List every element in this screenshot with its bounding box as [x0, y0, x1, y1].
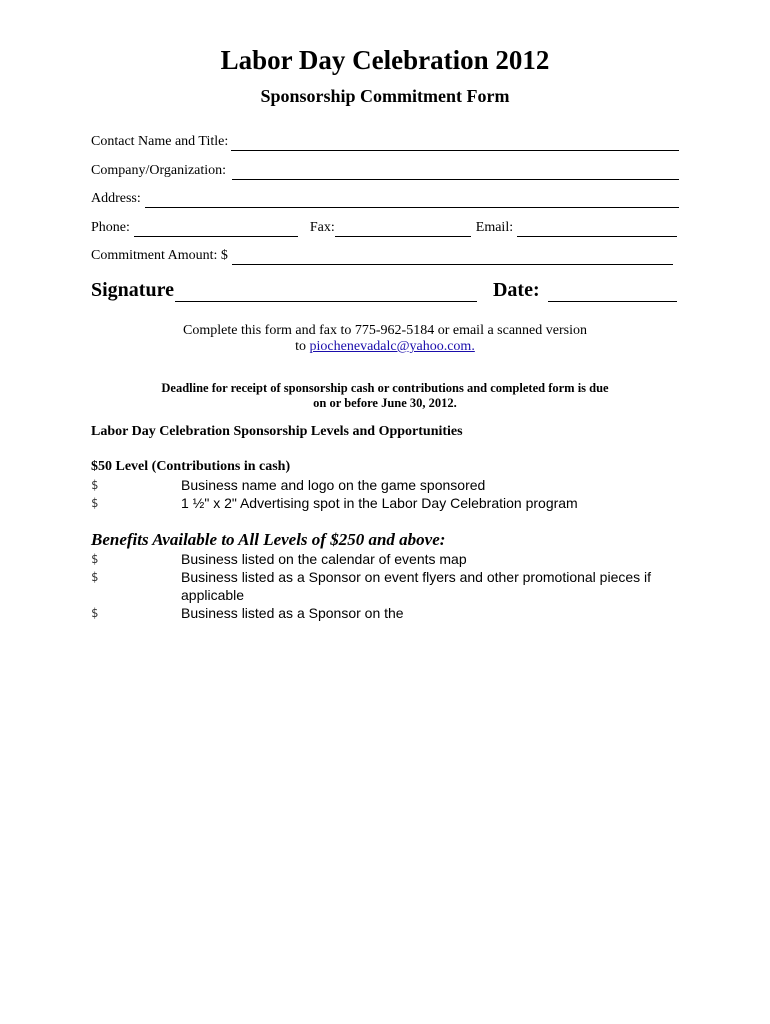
phone-input-line[interactable] — [134, 223, 298, 237]
list-item — [91, 604, 691, 622]
list-item-text: Business name and logo on the game sponsored — [181, 477, 486, 493]
benefits-heading: Benefits Available to All Levels of $250 and above: — [91, 530, 446, 549]
deadline-notice — [60, 381, 710, 411]
level50-list — [91, 476, 691, 512]
list-item — [91, 476, 691, 494]
contact-input-line[interactable] — [231, 137, 679, 151]
list-item-text: Business listed on the calendar of events map — [181, 551, 467, 567]
benefits-list — [91, 550, 691, 622]
bullet-mark: $ — [91, 552, 99, 566]
contact-label: Contact Name and Title: — [91, 134, 229, 149]
instructions-prefix: to — [295, 339, 310, 354]
date-input-line[interactable] — [548, 281, 677, 302]
list-item — [91, 568, 691, 604]
list-item-text: 1 ½" x 2" Advertising spot in the Labor Day Celebration program — [181, 495, 578, 511]
instructions-line2 — [60, 339, 710, 355]
email-link[interactable]: piochenevadalc@yahoo.com. — [309, 339, 475, 354]
signature-row — [91, 274, 677, 302]
fax-label: Fax: — [309, 220, 335, 235]
instructions-line1: Complete this form and fax to 775-962-5184 or email a scanned version — [183, 323, 587, 338]
date-label: Date: — [492, 279, 540, 301]
company-field-row — [91, 160, 679, 180]
address-input-line[interactable] — [145, 194, 679, 208]
amount-label: Commitment Amount: $ — [91, 248, 228, 263]
levels-heading: Labor Day Celebration Sponsorship Levels and Opportunities — [91, 424, 463, 439]
list-item-text: Business listed as a Sponsor on event flyers and other promotional pieces if applicable — [181, 569, 652, 603]
level50-heading: $50 Level (Contributions in cash) — [91, 459, 291, 474]
contact-field-row — [91, 131, 679, 151]
fax-input-line[interactable] — [335, 223, 471, 237]
bullet-mark: $ — [91, 496, 99, 510]
company-label: Company/Organization: — [91, 163, 227, 178]
deadline-line2: on or before June 30, 2012. — [313, 396, 457, 410]
bullet-mark: $ — [91, 606, 99, 620]
list-item — [91, 494, 691, 512]
bullet-mark: $ — [91, 478, 99, 492]
address-field-row — [91, 188, 679, 208]
list-item — [91, 550, 691, 568]
amount-field-row — [91, 245, 673, 265]
list-item-text: Business listed as a Sponsor on the — [181, 605, 404, 621]
form-subtitle: Sponsorship Commitment Form — [260, 86, 510, 106]
signature-input-line[interactable] — [175, 281, 477, 302]
signature-label: Signature — [91, 279, 174, 301]
company-input-line[interactable] — [232, 166, 679, 180]
instructions — [60, 323, 710, 355]
contact-numbers-row — [91, 217, 677, 237]
email-input-line[interactable] — [517, 223, 677, 237]
bullet-mark: $ — [91, 570, 99, 584]
address-label: Address: — [91, 191, 141, 206]
deadline-line1: Deadline for receipt of sponsorship cash or contributions and completed form is due — [161, 381, 609, 395]
amount-input-line[interactable] — [232, 251, 673, 265]
email-label: Email: — [475, 220, 514, 235]
phone-label: Phone: — [91, 220, 130, 235]
page-title: Labor Day Celebration 2012 — [220, 45, 550, 75]
